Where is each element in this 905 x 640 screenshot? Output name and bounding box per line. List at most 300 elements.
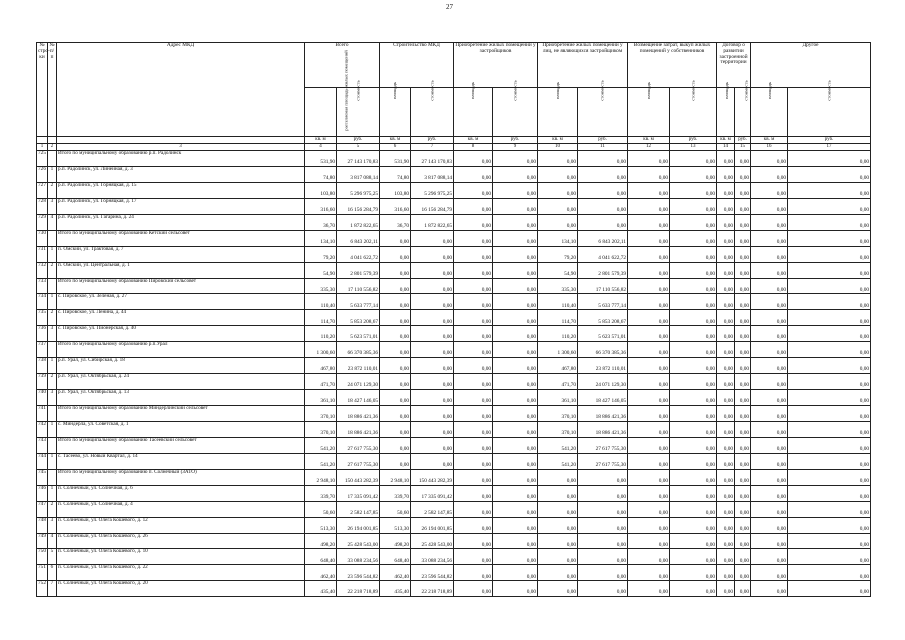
- cost-cell: 3 817 088,14: [337, 166, 380, 182]
- cost-cell: 0,00: [788, 390, 871, 406]
- cost-cell: 0,00: [493, 358, 538, 374]
- cost-cell: 0,00: [493, 453, 538, 469]
- subhead-cost: стоимость: [788, 88, 871, 137]
- row-number: 737: [37, 342, 48, 358]
- cost-cell: 0,00: [735, 533, 751, 549]
- area-cell: 0,00: [454, 517, 493, 533]
- table-row: [37, 294, 871, 310]
- area-cell: 0,00: [628, 294, 670, 310]
- area-cell: 339,70: [380, 485, 411, 501]
- cost-cell: 5 296 975,25: [337, 182, 380, 198]
- area-cell: 0,00: [454, 182, 493, 198]
- area-cell: 0,00: [751, 469, 788, 485]
- area-cell: 0,00: [628, 390, 670, 406]
- area-cell: 0,00: [751, 581, 788, 597]
- area-cell: 110,20: [538, 326, 578, 342]
- area-cell: 0,00: [751, 151, 788, 167]
- address-cell: р.п. Радолинск, ул. Горняцкая, д. 15: [57, 182, 305, 198]
- area-cell: 0,00: [751, 533, 788, 549]
- area-cell: 0,00: [380, 374, 411, 390]
- cost-cell: 27 617 755,30: [578, 437, 628, 453]
- area-cell: 0,00: [751, 374, 788, 390]
- table-row: [37, 565, 871, 581]
- cost-cell: 0,00: [670, 485, 717, 501]
- cost-cell: 0,00: [788, 581, 871, 597]
- address-cell: Итого по муниципальному образованию Кетский сельсовет: [57, 230, 305, 246]
- area-cell: 648,40: [380, 549, 411, 565]
- table-row: [37, 517, 871, 533]
- cost-cell: 0,00: [411, 374, 454, 390]
- cost-cell: 4 041 622,72: [337, 246, 380, 262]
- unit-cost: руб.: [493, 137, 538, 144]
- cost-cell: 0,00: [670, 390, 717, 406]
- cost-cell: 0,00: [411, 437, 454, 453]
- cost-cell: 0,00: [493, 230, 538, 246]
- area-cell: 467,80: [538, 358, 578, 374]
- column-number: 11: [578, 144, 628, 151]
- cost-cell: 18 886 421,36: [578, 421, 628, 437]
- address-cell: р.п. Радолинск, ул. Гагарина, д. 24: [57, 214, 305, 230]
- cost-cell: 0,00: [411, 246, 454, 262]
- cost-cell: 0,00: [788, 565, 871, 581]
- address-cell: Итого по муниципальному образованию Тасеевский сельсовет: [57, 437, 305, 453]
- area-cell: 0,00: [538, 469, 578, 485]
- cost-cell: 0,00: [670, 246, 717, 262]
- area-cell: 110,40: [538, 294, 578, 310]
- area-cell: 0,00: [628, 182, 670, 198]
- area-cell: 0,00: [628, 485, 670, 501]
- cost-cell: 0,00: [670, 406, 717, 422]
- address-cell: п. Омский, ул. Трактовая, д. 7: [57, 246, 305, 262]
- area-cell: 0,00: [538, 549, 578, 565]
- area-cell: 0,00: [717, 166, 735, 182]
- row-number: 726: [37, 166, 48, 182]
- cost-cell: 0,00: [411, 230, 454, 246]
- area-cell: 0,00: [717, 501, 735, 517]
- area-cell: 0,00: [751, 214, 788, 230]
- subhead-area: площадь: [628, 88, 670, 137]
- area-cell: 0,00: [538, 198, 578, 214]
- cost-cell: 2 582 147,85: [411, 501, 454, 517]
- area-cell: 36,70: [380, 214, 411, 230]
- area-cell: 0,00: [454, 565, 493, 581]
- cost-cell: 0,00: [411, 278, 454, 294]
- cost-cell: 0,00: [411, 453, 454, 469]
- cost-cell: 5 633 777,14: [578, 294, 628, 310]
- area-cell: 0,00: [454, 151, 493, 167]
- address-cell: п. Солнечный, ул. Олега Кошевого, д. 26: [57, 533, 305, 549]
- area-cell: 0,00: [454, 326, 493, 342]
- cost-cell: 0,00: [735, 406, 751, 422]
- area-cell: 54,90: [305, 262, 337, 278]
- subhead-area: площадь: [751, 88, 788, 137]
- cost-cell: 3 817 088,14: [411, 166, 454, 182]
- cost-cell: 0,00: [411, 294, 454, 310]
- unit-area: кв. м: [751, 137, 788, 144]
- cost-cell: 0,00: [578, 151, 628, 167]
- item-number: 6: [48, 565, 57, 581]
- cost-cell: 0,00: [493, 151, 538, 167]
- area-cell: 0,00: [717, 326, 735, 342]
- cost-cell: 0,00: [735, 501, 751, 517]
- address-cell: п. Солнечный, ул. Солнечная, д. 4: [57, 501, 305, 517]
- area-cell: 0,00: [751, 326, 788, 342]
- cost-cell: 27 617 755,30: [578, 453, 628, 469]
- item-number: 1: [48, 294, 57, 310]
- area-cell: 0,00: [454, 549, 493, 565]
- area-cell: 0,00: [628, 262, 670, 278]
- row-number: 739: [37, 374, 48, 390]
- item-number: [48, 342, 57, 358]
- table-row: [37, 326, 871, 342]
- row-number: 741: [37, 406, 48, 422]
- address-cell: р.п. Радолинск, ул. Горняцкая, д. 17: [57, 198, 305, 214]
- cost-cell: 0,00: [670, 565, 717, 581]
- cost-cell: 0,00: [411, 342, 454, 358]
- subhead-cost: стоимость: [337, 88, 380, 137]
- cost-cell: 0,00: [411, 358, 454, 374]
- header-other: Другое: [751, 43, 871, 88]
- area-cell: 0,00: [538, 517, 578, 533]
- row-number: 730: [37, 230, 48, 246]
- area-cell: 0,00: [628, 214, 670, 230]
- address-cell: п. Солнечный, ул. Олега Кошевого, д. 12: [57, 517, 305, 533]
- area-cell: 0,00: [454, 453, 493, 469]
- header-construction: Строительство МКД: [380, 43, 454, 88]
- cost-cell: 18 427 146,05: [578, 390, 628, 406]
- area-cell: 0,00: [717, 294, 735, 310]
- cost-cell: 25 428 543,00: [411, 533, 454, 549]
- cost-cell: 0,00: [493, 182, 538, 198]
- cost-cell: 0,00: [670, 151, 717, 167]
- area-cell: 54,90: [538, 262, 578, 278]
- cost-cell: 0,00: [788, 310, 871, 326]
- area-cell: 0,00: [717, 342, 735, 358]
- area-cell: 0,00: [454, 485, 493, 501]
- area-cell: 0,00: [751, 501, 788, 517]
- column-number: 17: [788, 144, 871, 151]
- cost-cell: 0,00: [788, 278, 871, 294]
- area-cell: 0,00: [454, 198, 493, 214]
- subhead-area-total: расселяемая площадь жилых помещений: [305, 88, 337, 137]
- cost-cell: 0,00: [735, 166, 751, 182]
- area-cell: 0,00: [380, 294, 411, 310]
- area-cell: 0,00: [717, 230, 735, 246]
- cost-cell: 0,00: [493, 326, 538, 342]
- area-cell: 541,20: [305, 453, 337, 469]
- area-cell: 0,00: [717, 214, 735, 230]
- column-number: 1: [37, 144, 48, 151]
- cost-cell: 0,00: [670, 421, 717, 437]
- row-number: 728: [37, 198, 48, 214]
- area-cell: 0,00: [628, 358, 670, 374]
- row-number: 747: [37, 501, 48, 517]
- row-number: 736: [37, 326, 48, 342]
- area-cell: 498,20: [305, 533, 337, 549]
- area-cell: 0,00: [454, 310, 493, 326]
- cost-cell: 0,00: [735, 374, 751, 390]
- cost-cell: 0,00: [493, 374, 538, 390]
- cost-cell: 16 156 284,79: [337, 198, 380, 214]
- area-cell: 0,00: [380, 326, 411, 342]
- cost-cell: 33 088 234,56: [337, 549, 380, 565]
- area-cell: 79,20: [305, 246, 337, 262]
- cost-cell: 0,00: [670, 501, 717, 517]
- area-cell: 0,00: [628, 374, 670, 390]
- address-cell: Итого по муниципальному образованию Миндерлинский сельсовет: [57, 406, 305, 422]
- area-cell: 0,00: [717, 406, 735, 422]
- housing-register-table: [36, 42, 871, 597]
- cost-cell: 26 194 001,85: [411, 517, 454, 533]
- area-cell: 316,60: [380, 198, 411, 214]
- subhead-area: площадь: [380, 88, 411, 137]
- address-cell: с. Пировское, ул. Ленина, д. 44: [57, 310, 305, 326]
- cost-cell: 23 872 110,01: [337, 358, 380, 374]
- cost-cell: 0,00: [735, 262, 751, 278]
- area-cell: 0,00: [628, 517, 670, 533]
- column-number: 9: [493, 144, 538, 151]
- table-row: [37, 166, 871, 182]
- unit-cost: руб.: [337, 137, 380, 144]
- table-row: [37, 278, 871, 294]
- area-cell: 0,00: [717, 151, 735, 167]
- area-cell: 36,70: [305, 214, 337, 230]
- cost-cell: 0,00: [735, 565, 751, 581]
- cost-cell: 0,00: [735, 485, 751, 501]
- header-total: Всего: [305, 43, 380, 88]
- area-cell: 0,00: [454, 358, 493, 374]
- area-cell: 0,00: [380, 342, 411, 358]
- area-cell: 0,00: [454, 501, 493, 517]
- cost-cell: 0,00: [670, 166, 717, 182]
- cost-cell: 0,00: [578, 501, 628, 517]
- area-cell: 0,00: [538, 581, 578, 597]
- area-cell: 0,00: [538, 565, 578, 581]
- cost-cell: 0,00: [578, 533, 628, 549]
- area-cell: 0,00: [454, 278, 493, 294]
- area-cell: 0,00: [717, 182, 735, 198]
- area-cell: 467,80: [305, 358, 337, 374]
- area-cell: 0,00: [538, 182, 578, 198]
- address-cell: п. Солнечный, ул. Олега Кошевого, д. 22: [57, 565, 305, 581]
- table-header: [37, 43, 871, 151]
- cost-cell: 0,00: [670, 581, 717, 597]
- item-number: 2: [48, 310, 57, 326]
- cost-cell: 0,00: [411, 406, 454, 422]
- cost-cell: 0,00: [788, 214, 871, 230]
- cost-cell: 0,00: [735, 198, 751, 214]
- area-cell: 0,00: [454, 262, 493, 278]
- cost-cell: 0,00: [670, 517, 717, 533]
- area-cell: 0,00: [628, 166, 670, 182]
- area-cell: 0,00: [628, 437, 670, 453]
- item-number: 1: [48, 358, 57, 374]
- cost-cell: 0,00: [788, 469, 871, 485]
- area-cell: 0,00: [628, 421, 670, 437]
- table-row: [37, 151, 871, 167]
- cost-cell: 5 853 208,67: [578, 310, 628, 326]
- cost-cell: 0,00: [735, 294, 751, 310]
- header-acquire-developers: Приобретение жилых помещений у застройщиков: [454, 43, 538, 88]
- cost-cell: 0,00: [578, 485, 628, 501]
- cost-cell: 0,00: [670, 182, 717, 198]
- cost-cell: 0,00: [670, 469, 717, 485]
- area-cell: 0,00: [538, 166, 578, 182]
- subhead-cost: стоимость: [670, 88, 717, 137]
- area-cell: 0,00: [751, 453, 788, 469]
- item-number: 2: [48, 374, 57, 390]
- cost-cell: 25 428 543,00: [337, 533, 380, 549]
- item-number: [48, 437, 57, 453]
- area-cell: 0,00: [751, 246, 788, 262]
- area-cell: 361,10: [305, 390, 337, 406]
- cost-cell: 26 194 001,85: [337, 517, 380, 533]
- cost-cell: 0,00: [493, 549, 538, 565]
- column-number: 2: [48, 144, 57, 151]
- subhead-area: площадь: [538, 88, 578, 137]
- item-number: 3: [48, 390, 57, 406]
- cost-cell: 0,00: [670, 549, 717, 565]
- column-number: 3: [57, 144, 305, 151]
- address-cell: Итого по муниципальному образованию Пировский сельсовет: [57, 278, 305, 294]
- cost-cell: 0,00: [670, 326, 717, 342]
- subhead-cost: стоимость: [578, 88, 628, 137]
- column-number: 8: [454, 144, 493, 151]
- row-number: 732: [37, 262, 48, 278]
- area-cell: 316,60: [305, 198, 337, 214]
- area-cell: 0,00: [454, 166, 493, 182]
- table-row: [37, 437, 871, 453]
- cost-cell: 0,00: [670, 533, 717, 549]
- area-cell: 0,00: [751, 166, 788, 182]
- item-number: 1: [48, 453, 57, 469]
- address-cell: р.п. Урал, ул. Октябрьская, д. 13: [57, 390, 305, 406]
- area-cell: 0,00: [717, 262, 735, 278]
- cost-cell: 0,00: [735, 453, 751, 469]
- cost-cell: 0,00: [788, 326, 871, 342]
- table-row: [37, 342, 871, 358]
- area-cell: 0,00: [628, 326, 670, 342]
- area-cell: 471,70: [305, 374, 337, 390]
- area-cell: 0,00: [751, 342, 788, 358]
- row-number: 752: [37, 581, 48, 597]
- cost-cell: 5 623 571,01: [578, 326, 628, 342]
- cost-cell: 0,00: [735, 342, 751, 358]
- area-cell: 648,40: [305, 549, 337, 565]
- cost-cell: 0,00: [493, 469, 538, 485]
- unit-area: кв. м: [538, 137, 578, 144]
- cost-cell: 0,00: [788, 374, 871, 390]
- cost-cell: 0,00: [493, 198, 538, 214]
- address-cell: р.п. Урал, ул. Сибирская, д. 18: [57, 358, 305, 374]
- item-number: 4: [48, 214, 57, 230]
- table-row: [37, 310, 871, 326]
- area-cell: 0,00: [717, 549, 735, 565]
- cost-cell: 0,00: [493, 517, 538, 533]
- subhead-cost: стоимость: [735, 88, 751, 137]
- area-cell: 0,00: [717, 198, 735, 214]
- cost-cell: 66 370 385,36: [337, 342, 380, 358]
- area-cell: 0,00: [751, 390, 788, 406]
- area-cell: 0,00: [380, 406, 411, 422]
- area-cell: 114,70: [538, 310, 578, 326]
- row-number: 742: [37, 421, 48, 437]
- area-cell: 110,20: [305, 326, 337, 342]
- item-number: [48, 230, 57, 246]
- cost-cell: 27 143 170,83: [337, 151, 380, 167]
- column-number: 10: [538, 144, 578, 151]
- unit-cost: руб.: [670, 137, 717, 144]
- area-cell: 435,40: [380, 581, 411, 597]
- table-row: [37, 230, 871, 246]
- unit-area: кв. м: [454, 137, 493, 144]
- table-body: [37, 151, 871, 597]
- area-cell: 0,00: [717, 374, 735, 390]
- unit-area: кв. м: [628, 137, 670, 144]
- item-number: 2: [48, 501, 57, 517]
- header-row-no: № стро-ки: [37, 43, 48, 137]
- cost-cell: 0,00: [578, 517, 628, 533]
- unit-area: кв. м: [305, 137, 337, 144]
- area-cell: 370,10: [305, 421, 337, 437]
- cost-cell: 0,00: [670, 453, 717, 469]
- cost-cell: 22 218 718,89: [337, 581, 380, 597]
- area-cell: 0,00: [717, 246, 735, 262]
- cost-cell: 0,00: [578, 198, 628, 214]
- cost-cell: 0,00: [493, 310, 538, 326]
- cost-cell: 18 886 421,36: [337, 406, 380, 422]
- area-cell: 0,00: [454, 406, 493, 422]
- cost-cell: 18 427 146,05: [337, 390, 380, 406]
- area-cell: 0,00: [751, 485, 788, 501]
- row-number: 731: [37, 246, 48, 262]
- area-cell: 110,40: [305, 294, 337, 310]
- area-cell: 0,00: [628, 198, 670, 214]
- cost-cell: 0,00: [788, 166, 871, 182]
- area-cell: 0,00: [751, 517, 788, 533]
- area-cell: 0,00: [454, 421, 493, 437]
- cost-cell: 0,00: [788, 485, 871, 501]
- cost-cell: 0,00: [493, 533, 538, 549]
- item-number: 1: [48, 246, 57, 262]
- cost-cell: 0,00: [788, 453, 871, 469]
- cost-cell: 0,00: [788, 151, 871, 167]
- row-number: 743: [37, 437, 48, 453]
- cost-cell: 27 143 170,83: [411, 151, 454, 167]
- address-cell: Итого по муниципальному образованию р.п. Радолинск: [57, 151, 305, 167]
- cost-cell: 0,00: [670, 230, 717, 246]
- cost-cell: 5 623 571,01: [337, 326, 380, 342]
- cost-cell: 0,00: [788, 358, 871, 374]
- cost-cell: 4 041 622,72: [578, 246, 628, 262]
- area-cell: 0,00: [538, 214, 578, 230]
- header-item-no: № п/п: [48, 43, 57, 137]
- table-row: [37, 485, 871, 501]
- area-cell: 541,20: [538, 453, 578, 469]
- cost-cell: 0,00: [788, 342, 871, 358]
- address-cell: с. Миндерла, ул. Советская, д. 1: [57, 421, 305, 437]
- area-cell: 0,00: [628, 406, 670, 422]
- area-cell: 0,00: [751, 565, 788, 581]
- row-number: 740: [37, 390, 48, 406]
- cost-cell: 17 335 091,42: [337, 485, 380, 501]
- item-number: 4: [48, 533, 57, 549]
- area-cell: 0,00: [751, 406, 788, 422]
- area-cell: 0,00: [538, 151, 578, 167]
- cost-cell: 0,00: [788, 198, 871, 214]
- area-cell: 0,00: [628, 310, 670, 326]
- cost-cell: 0,00: [578, 565, 628, 581]
